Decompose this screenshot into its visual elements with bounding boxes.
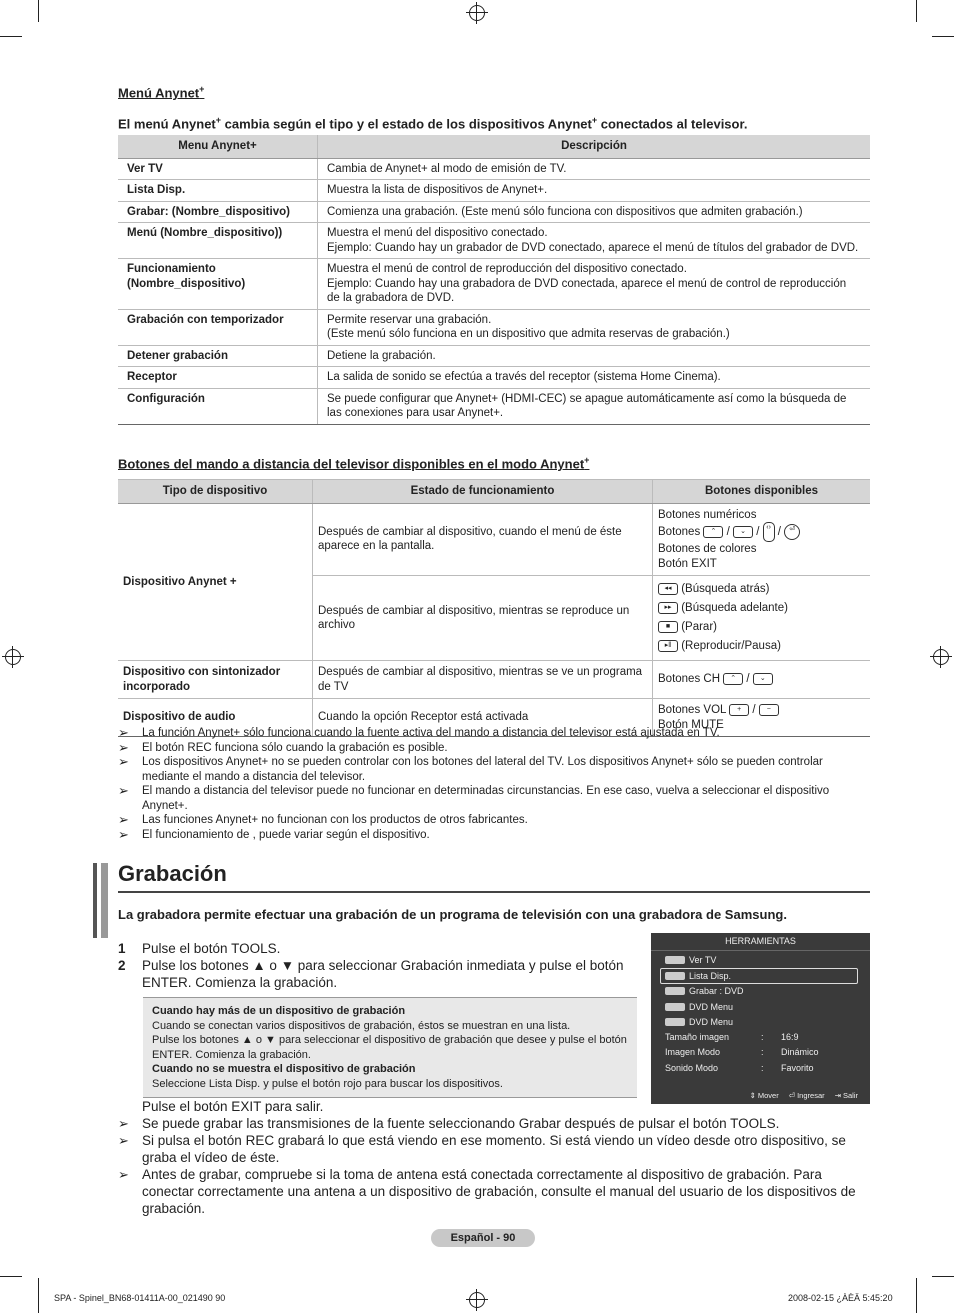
table-cell: La salida de sonido se efectúa a través del receptor (sistema Home Cinema). <box>318 367 871 389</box>
registration-mark-icon <box>5 649 21 665</box>
table-cell: Lista Disp. <box>118 180 318 202</box>
step-item: 1 Pulse el botón TOOLS. <box>118 941 281 956</box>
volume-down-icon: − <box>759 704 779 716</box>
note-arrow-icon: ➢ <box>118 754 129 769</box>
registration-mark-icon <box>469 1292 485 1308</box>
table-cell: Cuando la opción Receptor está activada <box>313 699 653 737</box>
table-row <box>118 309 870 345</box>
osd-item: Grabar : DVD <box>665 984 744 998</box>
footer-left: SPA - Spinel_BN68-01411A-00_021490 90 <box>54 1293 226 1303</box>
cell-line: Botones numéricos <box>658 508 757 521</box>
osd-item: DVD Menu <box>665 1000 733 1014</box>
footer-right: 2008-02-15 ¿ÀÈÄ 5:45:20 <box>788 1293 893 1303</box>
osd-footer-enter: ⏎ Ingresar <box>788 1091 825 1100</box>
table-cell: Ver TV <box>118 158 318 180</box>
table-row <box>118 259 870 310</box>
note-item <box>118 755 870 784</box>
table-cell: Cambia de Anynet+ al modo de emisión de TV. <box>318 158 871 180</box>
table-row <box>118 367 870 389</box>
anynet-logo-icon <box>665 972 685 980</box>
cell-line: ◂◂ (Búsqueda atrás) <box>658 580 865 599</box>
table-header: Botones disponibles <box>653 480 871 504</box>
box-text: Cuando se conectan varios dispositivos de grabación, éstos se muestran en una lista. <box>152 1019 571 1032</box>
osd-setting: Imagen Modo : Dinámico <box>665 1047 819 1057</box>
note-text: El mando a distancia del televisor puede no funcionar en determinadas circunstancias. En ese caso, vuelva a seleccionar el dispositivo Anynet+. <box>142 785 830 812</box>
channel-down-icon: ⌄ <box>753 673 773 685</box>
osd-footer-move: ⇕ Mover <box>749 1091 779 1100</box>
osd-item: DVD Menu <box>665 1015 733 1029</box>
osd-item: Ver TV <box>665 953 716 967</box>
note-item <box>118 813 870 828</box>
exit-instruction: Pulse el botón EXIT para salir. <box>142 1099 324 1114</box>
cell-line: ▸‖ (Reproducir/Pausa) <box>658 637 865 656</box>
table-cell: Muestra el menú de control de reproducción del dispositivo conectado. Ejemplo: Cuando hay una grabadora de DVD conectada, aparece el menú de control de reproducción de la grabadora de DVD. <box>318 259 871 310</box>
table-row <box>118 345 870 367</box>
notes-list <box>118 726 870 842</box>
table-cell: Muestra la lista de dispositivos de Anynet+. <box>318 180 871 202</box>
section-bar <box>93 863 97 938</box>
anynet-menu-table <box>118 135 870 425</box>
crop-mark <box>0 36 22 37</box>
note-text: Las funciones Anynet+ no funcionan con los productos de otros fabricantes. <box>142 814 528 826</box>
table-row <box>118 180 870 202</box>
section-divider <box>118 891 870 893</box>
fast-forward-icon: ▸▸ <box>658 602 678 614</box>
table-cell: Botones CH ⌃ / ⌄ <box>653 661 871 699</box>
registration-mark-icon <box>469 5 485 21</box>
table-cell: Detener grabación <box>118 345 318 367</box>
table-row <box>118 503 870 576</box>
left-right-arrow-icon: ‹› <box>763 522 775 542</box>
note-text: El botón REC funciona sólo cuando la grabación es posible. <box>142 741 448 754</box>
table-cell: Comienza una grabación. (Este menú sólo funciona con dispositivos que admiten grabación.) <box>318 201 871 223</box>
table-cell: Receptor <box>118 367 318 389</box>
cell-line: Botón EXIT <box>658 557 717 570</box>
crop-mark <box>932 1276 954 1277</box>
note-text: El funcionamiento de , puede variar según el dispositivo. <box>142 828 430 841</box>
note-arrow-icon: ➢ <box>118 826 129 842</box>
down-arrow-icon: ⌄ <box>733 526 753 538</box>
osd-footer <box>651 1091 870 1100</box>
table-cell: Grabación con temporizador <box>118 309 318 345</box>
section-bar <box>101 863 108 938</box>
buttons-heading: Botones del mando a distancia del televisor disponibles en el modo Anynet+ <box>118 455 590 472</box>
volume-up-icon: + <box>729 704 749 716</box>
cell-line: ■ (Parar) <box>658 618 865 637</box>
cell-line: ▸▸ (Búsqueda adelante) <box>658 599 865 618</box>
box-text: Seleccione Lista Disp. y pulse el botón rojo para buscar los dispositivos. <box>152 1077 503 1090</box>
table-cell: Dispositivo de audio <box>118 699 313 737</box>
after-notes <box>118 1098 870 1217</box>
play-pause-icon: ▸‖ <box>658 640 678 652</box>
menu-subheading: El menú Anynet+ cambia según el tipo y el estado de los dispositivos Anynet+ conectados al televisor. <box>118 115 748 132</box>
table-header: Estado de funcionamiento <box>313 480 653 504</box>
note-text: La función Anynet+ sólo funciona cuando la fuente activa del mando a distancia del televisor está ajustada en TV. <box>142 727 720 739</box>
table-cell: Configuración <box>118 388 318 424</box>
table-cell: Menú (Nombre_dispositivo)) <box>118 223 318 259</box>
anynet-logo-icon <box>665 1018 685 1026</box>
note-item <box>118 784 870 813</box>
table-cell: Dispositivo con sintonizador incorporado <box>118 661 313 699</box>
crop-mark <box>38 0 39 22</box>
table-cell: Muestra el menú del dispositivo conectado. Ejemplo: Cuando hay un grabador de DVD conectado, aparece el menú de títulos del grabador de DVD. <box>318 223 871 259</box>
note-item: ➢ Si pulsa el botón REC grabará lo que está viendo en ese momento. Si está viendo un vídeo desde otro dispositivo, se graba el vídeo de éste. <box>118 1133 846 1165</box>
channel-up-icon: ⌃ <box>723 673 743 685</box>
cell-line: Botones VOL + / − <box>658 703 865 718</box>
note-item: ➢ Antes de grabar, compruebe si la toma de antena está conectada correctamente al dispositivo de grabación. Para conectar correctamente una antena a un dispositivo de grabación, consulte el manual del usuario de los dispositivos de grabación. <box>118 1167 856 1216</box>
section-title: Grabación <box>118 861 227 886</box>
osd-footer-exit: ⇥ Salir <box>834 1091 858 1100</box>
table-cell: Permite reservar una grabación. (Este menú sólo funciona en un dispositivo que admita reservas de grabación.) <box>318 309 871 345</box>
table-cell: Se puede configurar que Anynet+ (HDMI-CEC) se apague automáticamente así como la búsqueda de las conexiones para usar Anynet+. <box>318 388 871 424</box>
anynet-logo-icon <box>665 1003 685 1011</box>
table-cell: Detiene la grabación. <box>318 345 871 367</box>
osd-setting: Tamaño imagen : 16:9 <box>665 1032 799 1042</box>
table-row <box>118 158 870 180</box>
registration-mark-icon <box>933 649 949 665</box>
table-header: Menu Anynet+ <box>118 135 318 158</box>
box-heading: Cuando no se muestra el dispositivo de grabación <box>152 1063 416 1075</box>
table-cell: Dispositivo Anynet + <box>118 503 313 661</box>
rewind-icon: ◂◂ <box>658 583 678 595</box>
table-cell: Funcionamiento (Nombre_dispositivo) <box>118 259 318 310</box>
note-arrow-icon: ➢ <box>118 812 129 827</box>
table-cell: Grabar: (Nombre_dispositivo) <box>118 201 318 223</box>
anynet-logo-icon <box>665 956 685 964</box>
info-box <box>143 997 637 1098</box>
table-cell: Después de cambiar al dispositivo, mientras se ve un programa de TV <box>313 661 653 699</box>
remote-buttons-table <box>118 479 870 737</box>
note-item <box>118 828 870 843</box>
enter-icon: ⏎ <box>784 524 800 540</box>
note-item: ➢ Se puede grabar las transmisiones de la fuente seleccionando Grabar después de pulsar el botón TOOLS. <box>118 1116 780 1131</box>
steps-list <box>118 940 638 991</box>
step-item: 2 Pulse los botones ▲ o ▼ para seleccionar Grabación inmediata y pulse el botón ENTER. Comienza la grabación. <box>118 958 624 990</box>
anynet-logo-icon <box>665 987 685 995</box>
table-cell <box>653 576 871 661</box>
crop-mark <box>0 1276 22 1277</box>
up-arrow-icon: ⌃ <box>703 526 723 538</box>
section-intro: La grabadora permite efectuar una grabación de un programa de televisión con una grabadora de Samsung. <box>118 907 787 922</box>
menu-heading: Menú Anynet+ <box>118 84 205 101</box>
table-row <box>118 201 870 223</box>
table-header: Descripción <box>318 135 871 158</box>
box-text: Pulse los botones ▲ o ▼ para seleccionar el dispositivo de grabación que desee y pulse el botón ENTER. Comienza la grabación. <box>152 1034 627 1061</box>
table-row <box>118 223 870 259</box>
stop-icon: ■ <box>658 621 678 633</box>
table-header: Tipo de dispositivo <box>118 480 313 504</box>
note-text: Los dispositivos Anynet+ no se pueden controlar con los botones del lateral del TV. Los dispositivos Anynet+ sólo se pueden controlar mediante el mando a distancia del televisor. <box>142 756 823 783</box>
table-cell <box>653 503 871 576</box>
note-arrow-icon: ➢ <box>118 783 129 798</box>
box-heading: Cuando hay más de un dispositivo de grabación <box>152 1005 406 1017</box>
page-number: Español - 90 <box>431 1229 535 1247</box>
table-row <box>118 661 870 699</box>
cell-line: Botones ⌃ / ⌄ / ‹› / ⏎ <box>658 522 865 542</box>
crop-mark <box>932 36 954 37</box>
crop-mark <box>916 0 917 22</box>
osd-item: Lista Disp. <box>665 969 731 983</box>
cell-line: Botones de colores <box>658 543 757 555</box>
table-cell: Después de cambiar al dispositivo, mientras se reproduce un archivo <box>313 576 653 661</box>
note-item <box>118 741 870 756</box>
table-cell: Después de cambiar al dispositivo, cuando el menú de éste aparece en la pantalla. <box>313 503 653 576</box>
crop-mark <box>38 1278 39 1313</box>
crop-mark <box>916 1278 917 1313</box>
osd-setting: Sonido Modo : Favorito <box>665 1063 814 1073</box>
note-arrow-icon: ➢ <box>118 725 129 740</box>
table-row <box>118 388 870 424</box>
osd-title: HERRAMIENTAS <box>651 933 870 951</box>
note-item <box>118 726 870 741</box>
tools-osd-screenshot <box>651 933 870 1104</box>
note-arrow-icon: ➢ <box>118 739 129 755</box>
cell-line: Botón MUTE <box>658 718 724 731</box>
